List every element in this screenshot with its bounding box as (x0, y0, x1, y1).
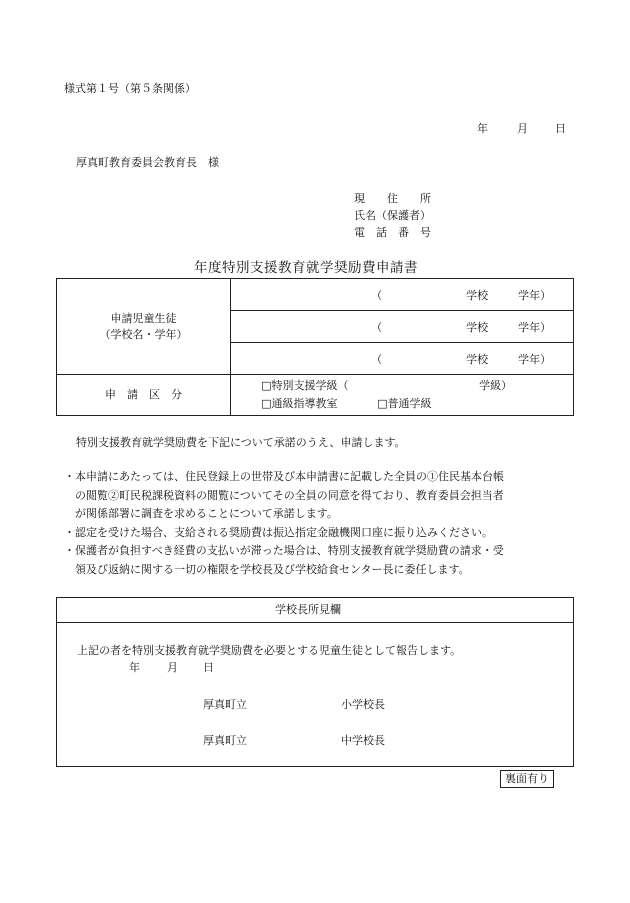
note-line: ・保護者が負担すべき経費の支払いが滞った場合は、特別支援教育就学奨励費の請求・受 (64, 544, 504, 557)
date-month: 月 (517, 122, 528, 135)
town-label-1: 厚真町立 (203, 698, 247, 711)
student-row[interactable] (231, 279, 574, 311)
report-date-day: 日 (203, 661, 214, 674)
application-statement: 特別支援教育就学奨励費を下記について承諾のうえ、申請します。 (76, 436, 406, 449)
form-label: 様式第１号（第５条関係） (64, 82, 196, 95)
row-grade-label: 学年） (518, 289, 552, 302)
regular-class-checkbox[interactable]: □普通学級 (377, 397, 432, 410)
principal-opinion-box (56, 597, 574, 767)
student-header-line1: 申請児童生徒 (110, 311, 177, 325)
note-line: の閲覧②町民税課税資料の閲覧についてその全員の同意を得ており、教育委員会担当者 (64, 488, 504, 502)
note-line: ・認定を受けた場合、支給される奨励費は振込指定金融機関口座に振り込みください。 (64, 525, 493, 539)
report-date-year: 年 (129, 661, 140, 674)
row-open-paren: （ (371, 289, 383, 302)
resource-room-checkbox[interactable]: □通級指導教室 (261, 397, 338, 410)
date-year: 年 (477, 122, 488, 135)
student-header (57, 279, 231, 375)
elementary-principal-label: 小学校長 (341, 698, 385, 711)
principal-box-header (57, 598, 573, 623)
name-label: 氏名（保護者） (354, 209, 431, 222)
category-cell[interactable] (231, 375, 574, 416)
category-header: 申 請 区 分 (57, 375, 231, 416)
back-side-note: 裏面有り (500, 770, 554, 788)
student-row[interactable] (231, 311, 574, 343)
student-header-line2: （学校名・学年） (99, 327, 188, 341)
row-school-label: 学校 (466, 321, 489, 334)
address-label: 現 住 所 (354, 192, 431, 205)
report-date-month: 月 (167, 661, 178, 674)
phone-label: 電 話 番 号 (354, 226, 431, 239)
row-grade-label: 学年） (518, 353, 552, 366)
note-line: 領及び返納に関する一切の権限を学校長及び学校給食センター長に委任します。 (64, 562, 470, 576)
principal-report-text: 上記の者を特別支援教育就学奨励費を必要とする児童生徒として報告します。 (77, 644, 462, 657)
row-school-label: 学校 (466, 289, 489, 302)
special-class-checkbox[interactable]: □特別支援学級（ (261, 379, 349, 392)
town-label-2: 厚真町立 (203, 734, 247, 747)
notes-block (64, 468, 574, 579)
junior-high-principal-label: 中学校長 (341, 734, 385, 747)
row-open-paren: （ (371, 321, 383, 334)
note-line: ・本申請にあたっては、住民登録上の世帯及び本申請書に記載した全員の①住民基本台帳 (64, 470, 504, 483)
form-title: 年度特別支援教育就学奨励費申請書 (194, 260, 418, 276)
row-school-label: 学校 (466, 353, 489, 366)
note-line: が関係部署に調査を求めることについて承諾します。 (64, 507, 338, 520)
principal-box-heading: 学校長所見欄 (275, 603, 341, 616)
date-day: 日 (555, 122, 566, 135)
row-open-paren: （ (371, 353, 383, 366)
application-table (56, 278, 574, 416)
special-class-tail: 学級） (479, 379, 513, 392)
student-row[interactable] (231, 343, 574, 375)
row-grade-label: 学年） (518, 321, 552, 334)
addressee: 厚真町教育委員会教育長 様 (76, 156, 219, 169)
